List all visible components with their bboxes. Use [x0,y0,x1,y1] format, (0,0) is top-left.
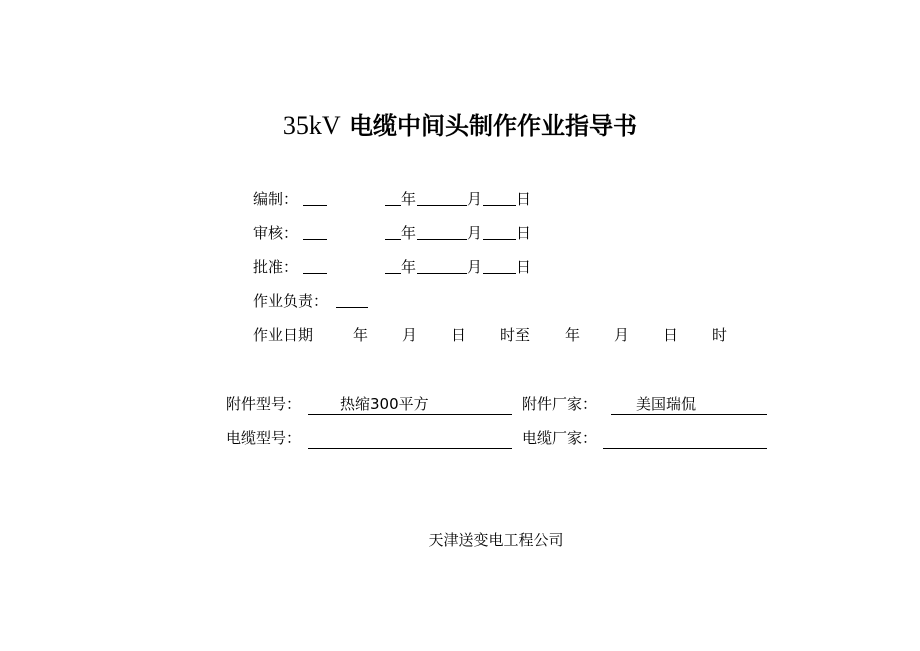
company-name: 天津送变电工程公司 [428,531,564,549]
day-blank[interactable] [483,257,516,274]
year-label: 年 [401,224,417,242]
accessory-model-value: 热缩300平方 [340,395,429,413]
cable-maker-label: 电缆厂家： [522,429,598,447]
approval-row-review [253,223,543,243]
day-blank[interactable] [483,223,516,240]
month-blank[interactable] [417,189,467,206]
accessory-model-field[interactable] [308,394,512,415]
title-prefix: 35kV [282,111,341,140]
start-month-label: 月 [402,326,418,344]
work-date-label: 作业日期 [253,326,314,344]
work-date-row [253,325,743,345]
approval-label: 编制： [253,190,299,208]
accessory-model-label: 附件型号： [226,395,302,413]
year-label: 年 [401,258,417,276]
month-blank[interactable] [417,223,467,240]
accessory-maker-value: 美国瑞侃 [636,395,697,413]
title-main: 电缆中间头制作作业指导书 [349,112,638,140]
responsible-blank[interactable] [336,291,368,308]
approval-signature-blank[interactable] [303,223,327,240]
year-blank[interactable] [385,223,401,240]
day-label: 日 [516,224,532,242]
month-label: 月 [467,190,483,208]
approval-signature-blank[interactable] [303,257,327,274]
start-year-label: 年 [353,326,369,344]
start-day-label: 日 [451,326,467,344]
month-label: 月 [467,224,483,242]
year-label: 年 [401,190,417,208]
responsible-row [253,291,383,311]
approval-row-approve [253,257,543,277]
month-blank[interactable] [417,257,467,274]
end-hour-label: 时 [712,326,728,344]
approval-row-compile [253,189,543,209]
month-label: 月 [467,258,483,276]
day-label: 日 [516,258,532,276]
cable-model-field[interactable] [308,428,512,449]
day-label: 日 [516,190,532,208]
approval-label: 审核： [253,224,299,242]
accessory-maker-label: 附件厂家： [522,395,598,413]
cable-maker-field[interactable] [603,428,767,449]
day-blank[interactable] [483,189,516,206]
year-blank[interactable] [385,257,401,274]
year-blank[interactable] [385,189,401,206]
accessory-maker-field[interactable] [611,394,767,415]
approval-signature-blank[interactable] [303,189,327,206]
responsible-label: 作业负责： [253,292,329,310]
end-month-label: 月 [614,326,630,344]
approval-label: 批准： [253,258,299,276]
end-year-label: 年 [565,326,581,344]
cable-model-label: 电缆型号： [226,429,302,447]
document-title [0,106,920,141]
end-day-label: 日 [663,326,679,344]
start-hour-label: 时至 [500,326,531,344]
